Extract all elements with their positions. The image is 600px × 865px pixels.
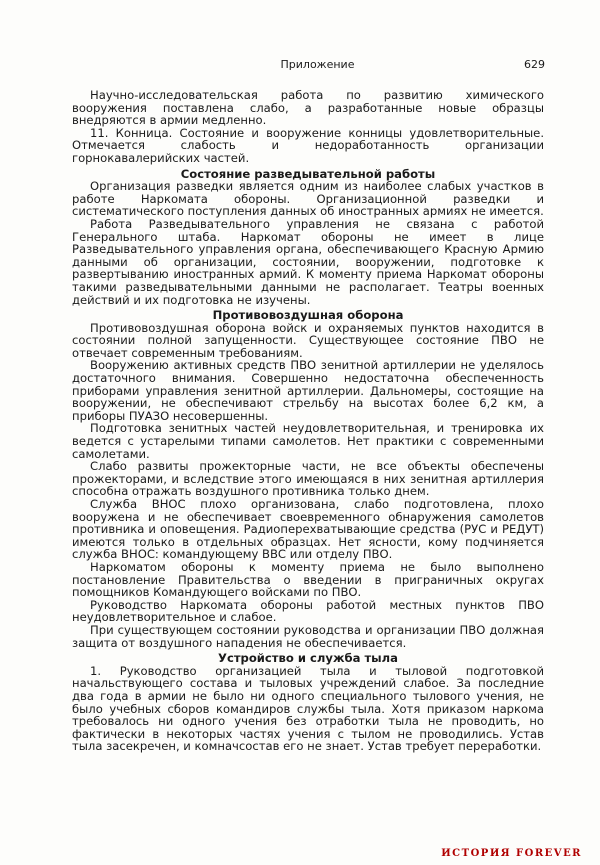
paragraph: 1. Руководство организацией тыла и тыловой подготовкой начальствующего состава и тыловых учреждений слабое. За последние два года в армии не было ни одного специального тылового учения, не было учебных сборов командиров службы тыла. Хотя приказом наркома требовалось ни одного учения без отработки тыла не проводить, но фактически в некоторых частях учения с тылом не проводились. Устав тыла засекречен, и комначсостав его не знает. Устав требует переработки. — [72, 663, 544, 754]
body-text — [72, 89, 544, 753]
paragraph: Противовоздушная оборона войск и охраняемых пунктов находится в состоянии полной запущенности. Существующее состояние ПВО не отвечает современным требованиям. — [72, 320, 544, 360]
section-heading-air-defense: Противовоздушная оборона — [212, 308, 404, 323]
paragraph: При существующем состоянии руководства и организации ПВО должная защита от воздушного нападения не обеспечивается. — [72, 622, 544, 650]
page-header — [90, 58, 545, 74]
page-number: 629 — [524, 58, 545, 71]
paragraph: Работа Разведывательного управления не связана с работой Генерального штаба. Наркомат обороны не имеет в лице Разведывательного управления органа, обеспечивающего Красную Армию данными об организации, состоянии, вооружении, подготовке к развертыванию иностранных армий. К моменту приема Наркомат обороны такими разведывательными данными не располагает. Театры военных действий и их подготовка не изучены. — [72, 216, 544, 307]
section-heading-rear-service: Устройство и служба тыла — [218, 651, 398, 666]
paragraph: Вооружению активных средств ПВО зенитной артиллерии не уделялось достаточного внимания. Совершенно недостаточна обеспеченность приборами управления зенитной артиллерии. Дальномеры, состоящие на вооружении, не обеспечивают стрельбу на высотах более 6,2 км, а приборы ПУАЗО несовершенны. — [72, 358, 544, 423]
running-title: Приложение — [280, 58, 355, 71]
paragraph: Научно-исследовательская работа по развитию химического вооружения поставлена слабо, а разработанные новые образцы внедряются в армии медленно. — [72, 88, 544, 128]
watermark: ИСТОРИЯ FOREVER — [441, 848, 582, 859]
paragraph: Наркоматом обороны к моменту приема не было выполнено постановление Правительства о введении в приграничных округах помощников Командующего войсками по ПВО. — [72, 559, 544, 600]
paragraph: Руководство Наркомата обороны работой местных пунктов ПВО неудовлетворительное и слабое. — [72, 597, 544, 625]
paragraph: Подготовка зенитных частей неудовлетворительная, и тренировка их ведется с устарелыми типами самолетов. Нет практики с современными самолетами. — [72, 421, 544, 461]
paragraph: Служба ВНОС плохо организована, слабо подготовлена, плохо вооружена и не обеспечивает своевременного обнаружения самолетов противника и оповещения. Радиоперехватывающие средства (РУС и РЕДУТ) имеются только в отдельных образцах. Нет ясности, кому подчиняется служба ВНОС: командующему ВВС или отделу ПВО. — [72, 497, 544, 562]
section-heading-intelligence: Состояние разведывательной работы — [180, 166, 436, 181]
paragraph: 11. Конница. Состояние и вооружение конницы удовлетворительные. Отмечается слабость и недоработанность организации горнокавалерийских частей. — [72, 125, 544, 165]
paragraph: Слабо развиты прожекторные части, не все объекты обеспечены прожекторами, и вследствие этого имеющаяся в них зенитная артиллерия способна отражать воздушного противника только днем. — [72, 459, 544, 499]
paragraph: Организация разведки является одним из наиболее слабых участков в работе Наркомата обороны. Организационной разведки и систематического поступления данных об иностранных армиях не имеется. — [72, 179, 544, 219]
